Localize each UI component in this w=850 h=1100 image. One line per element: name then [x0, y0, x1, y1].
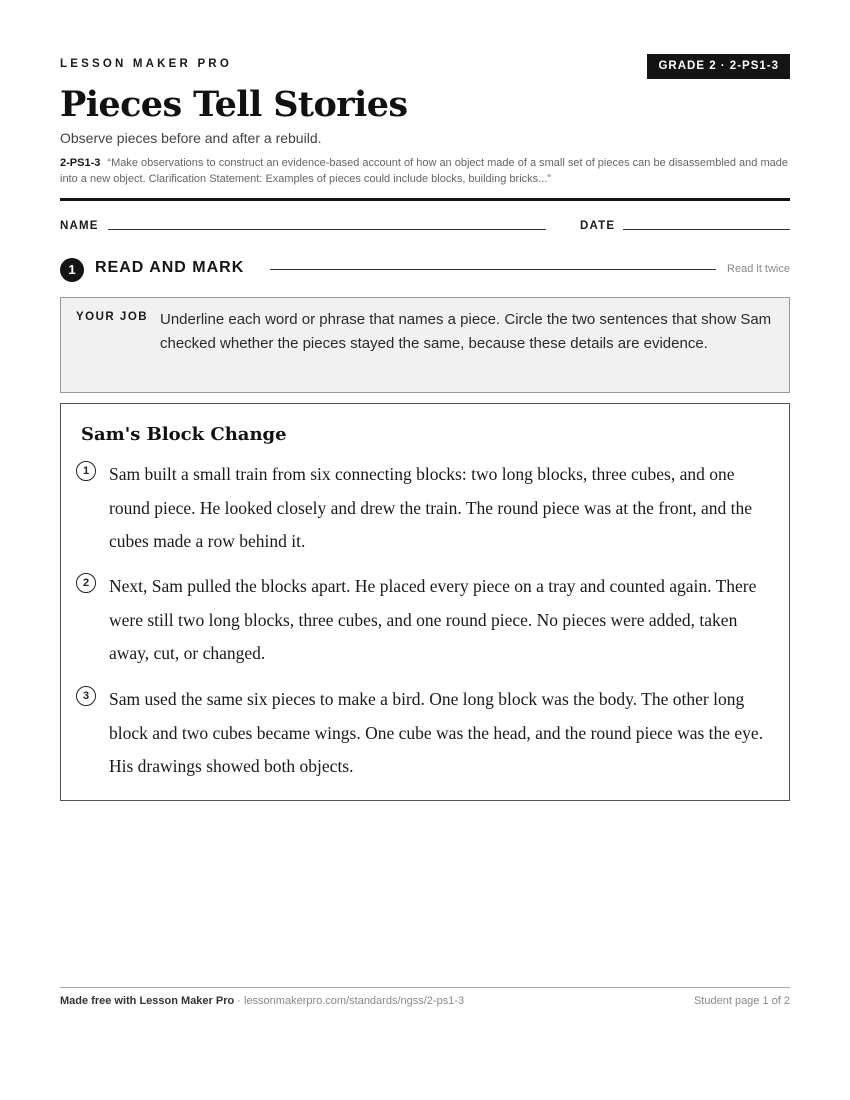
section-divider — [270, 269, 716, 270]
section-number-badge: 1 — [60, 258, 84, 282]
job-box — [60, 297, 790, 393]
story-box — [60, 403, 790, 801]
brand-name: LESSON MAKER PRO — [60, 58, 232, 70]
paragraph-text[interactable]: Sam built a small train from six connecting blocks: two long blocks, three cubes, and one round piece. He looked closely and drew the train. The round piece was at the front, and the cubes made a row behind it. — [109, 464, 753, 551]
page-indicator: Student page 1 of 2 — [693, 995, 790, 1007]
paragraph-number-icon: 1 — [76, 461, 96, 481]
story-title: Sam's Block Change — [81, 424, 287, 445]
page-title: Pieces Tell Stories — [60, 84, 408, 125]
footer-credit — [60, 995, 464, 1007]
page-subtitle: Observe pieces before and after a rebuild. — [60, 130, 322, 146]
date-field[interactable] — [623, 229, 790, 230]
job-label: YOUR JOB — [76, 311, 149, 323]
standard-statement — [60, 155, 790, 187]
job-instructions: Underline each word or phrase that names a piece. Circle the two sentences that show Sam checked whether the pieces stayed the same, because these details are evidence. — [160, 311, 772, 352]
section-title: READ AND MARK — [95, 259, 245, 276]
footer-made-with: Made free with Lesson Maker Pro — [60, 995, 235, 1007]
standard-code: 2-PS1-3 — [60, 157, 101, 169]
paragraph-text[interactable]: Next, Sam pulled the blocks apart. He placed every piece on a tray and counted again. There were still two long blocks, three cubes, and one round piece. No pieces were added, taken away, cut, or changed. — [109, 576, 757, 663]
footer-divider — [60, 987, 790, 988]
paragraph-text[interactable]: Sam used the same six pieces to make a bird. One long block was the body. The other long block and two cubes became wings. One cube was the head, and the round piece was the eye. His drawings showed both objects. — [109, 689, 764, 776]
grade-badge: GRADE 2 · 2-PS1-3 — [647, 54, 790, 79]
paragraph-number-icon: 2 — [76, 573, 96, 593]
standard-text: “Make observations to construct an evidence-based account of how an object made of a small set of pieces can be disassembled and made into a new object. Clarification Statement: Examples of pieces could include blocks, building bricks...” — [60, 157, 788, 185]
paragraph-number-icon: 3 — [76, 686, 96, 706]
name-field[interactable] — [108, 229, 546, 230]
footer-url: · lessonmakerpro.com/standards/ngss/2-ps1-3 — [234, 995, 465, 1007]
date-label: DATE — [580, 220, 616, 232]
section-hint: Read it twice — [727, 263, 790, 275]
header-divider — [60, 198, 790, 201]
name-label: NAME — [60, 220, 99, 232]
